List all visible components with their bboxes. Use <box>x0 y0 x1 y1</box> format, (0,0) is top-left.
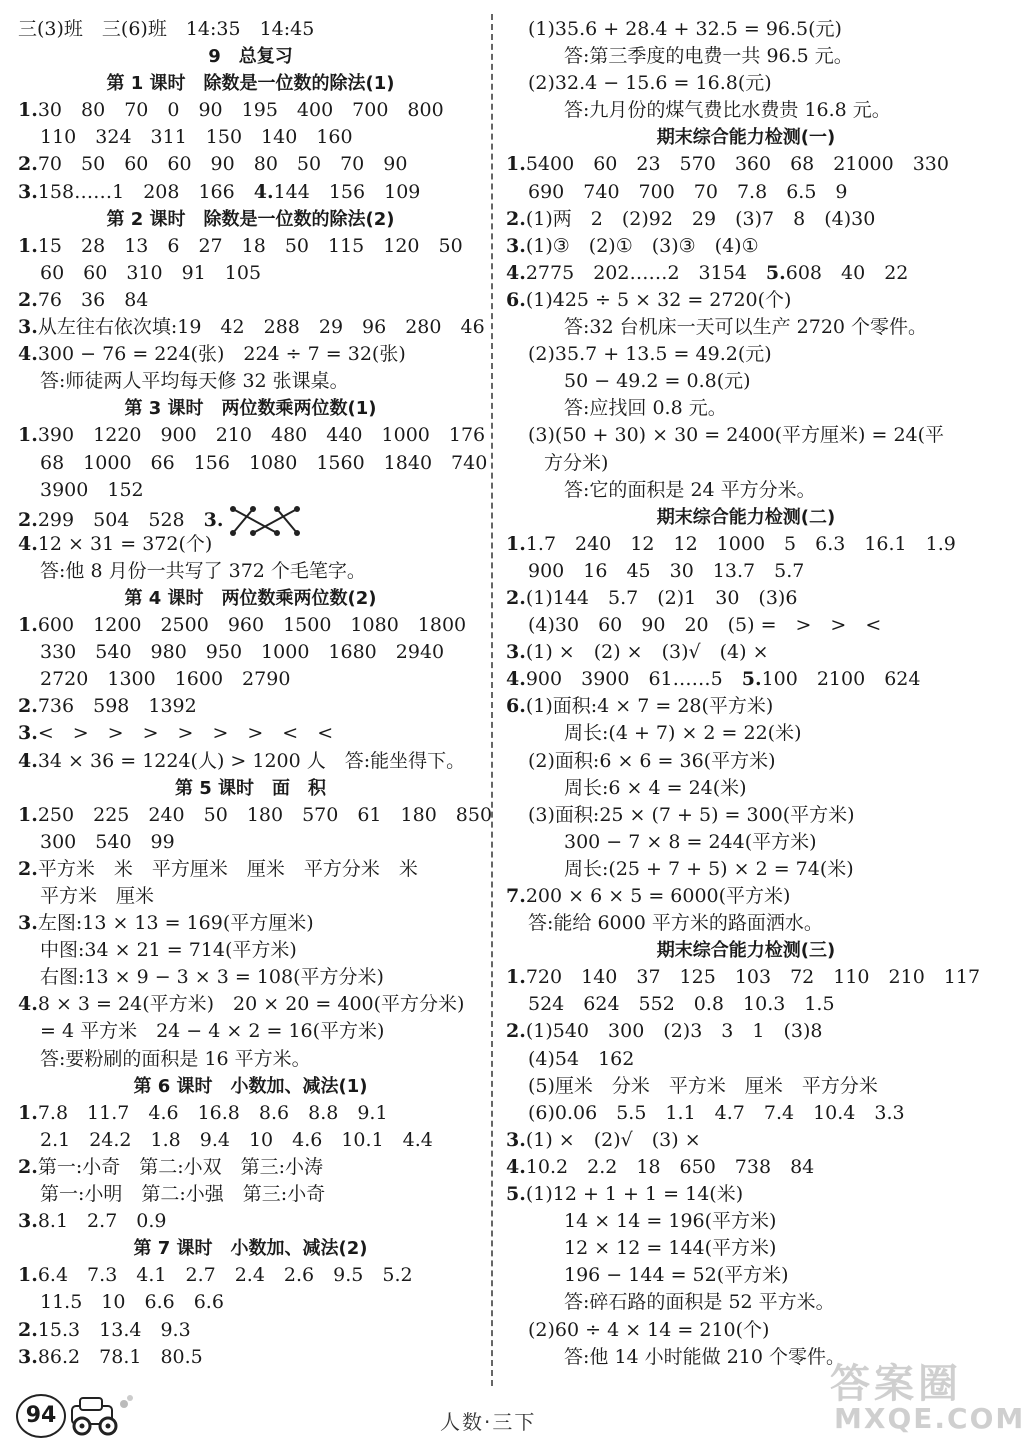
question-number: 6. <box>506 695 526 718</box>
answer-item <box>18 422 486 449</box>
answer-subline: 14 × 14 = 196(平方米) <box>564 1210 777 1233</box>
answer-item <box>506 151 986 178</box>
answer-text: 900 3900 61……5 <box>525 668 742 691</box>
matching-dot <box>230 530 236 536</box>
answer-item <box>506 1154 986 1181</box>
answer-item <box>18 720 483 747</box>
answer-item <box>18 693 483 720</box>
answer-item <box>18 97 483 124</box>
book-subject-label: 人数·三下 <box>440 1410 537 1434</box>
answer-continuation: 第一:小明 第二:小强 第三:小奇 <box>40 1183 326 1206</box>
answer-text-line: 三(3)班 三(6)班 14:35 14:45 <box>18 18 315 40</box>
answer-text: (1)144 5.7 (2)1 30 (3)6 <box>525 586 798 609</box>
question-number: 2. <box>18 508 38 531</box>
question-number: 4. <box>506 668 526 691</box>
answer-subline: 周长:6 × 4 = 24(米) <box>564 776 747 799</box>
answer-text: 390 1220 900 210 480 440 1000 176 <box>37 424 486 447</box>
question-number: 1. <box>18 1264 38 1287</box>
answer-text: 70 50 60 60 90 80 50 70 90 <box>37 153 408 176</box>
answer-continuation: 右图:13 × 9 − 3 × 3 = 108(平方分米) <box>40 966 384 989</box>
answer-subline: (2)35.7 + 13.5 = 49.2(元) <box>528 343 772 366</box>
section-heading: 期末综合能力检测(一) <box>656 127 836 149</box>
answer-subline: 周长:(25 + 7 + 5) × 2 = 74(米) <box>564 857 854 880</box>
matching-dot <box>230 506 236 512</box>
answer-text: 100 2100 624 <box>761 668 921 691</box>
matching-lines-figure <box>227 504 303 538</box>
answer-item <box>18 504 483 531</box>
answer-item <box>18 233 483 260</box>
answer-continuation: 2.1 24.2 1.8 9.4 10 4.6 10.1 4.4 <box>40 1128 433 1151</box>
question-number: 1. <box>18 234 38 257</box>
answer-text: 608 40 22 <box>785 261 909 284</box>
matching-line <box>277 509 297 533</box>
answer-text: 15 28 13 6 27 18 50 115 120 50 <box>37 234 463 257</box>
answer-continuation: 330 540 980 950 1000 1680 2940 <box>40 641 445 664</box>
answer-text: 34 × 36 = 1224(人) > 1200 人 答:能坐得下。 <box>37 749 466 772</box>
answer-text: (1)面积:4 × 7 = 28(平方米) <box>525 695 774 718</box>
answer-item <box>18 1262 483 1289</box>
column-divider <box>491 14 493 1386</box>
answer-text: 2775 202……2 3154 <box>525 261 766 284</box>
answer-text: 250 225 240 50 180 570 61 180 850 <box>37 803 493 826</box>
question-number: 3. <box>506 1128 526 1151</box>
answer-subline: (4)54 162 <box>528 1047 635 1070</box>
answer-text: 6.4 7.3 4.1 2.7 2.4 2.6 9.5 5.2 <box>37 1264 413 1287</box>
question-number: 3. <box>18 912 38 935</box>
matching-line <box>233 509 277 533</box>
answer-text: 86.2 78.1 80.5 <box>37 1345 203 1368</box>
answer-column-left <box>18 16 493 1371</box>
question-number: 1. <box>18 424 38 447</box>
answer-text: 平方米 米 平方厘米 厘米 平方分米 米 <box>37 857 418 880</box>
question-number: 4. <box>18 749 38 772</box>
section-heading: 第 6 课时 小数加、减法(1) <box>133 1075 368 1097</box>
matching-dot <box>274 530 280 536</box>
question-number: 2. <box>506 207 526 230</box>
section-heading: 期末综合能力检测(三) <box>656 940 836 962</box>
answer-subline: (5)厘米 分米 平方米 厘米 平方分米 <box>528 1074 878 1097</box>
question-number: 5. <box>506 1183 526 1206</box>
question-number: 4. <box>506 261 526 284</box>
answer-continuation: = 4 平方米 24 − 4 × 2 = 16(平方米) <box>40 1020 385 1043</box>
answer-text: 300 − 76 = 224(张) 224 ÷ 7 = 32(张) <box>37 343 406 366</box>
answer-continuation: 11.5 10 6.6 6.6 <box>40 1291 224 1314</box>
question-number: 2. <box>18 1318 38 1341</box>
matching-dot <box>294 506 300 512</box>
answer-continuation: 平方米 厘米 <box>40 885 155 907</box>
question-number: 2. <box>18 288 38 311</box>
question-number: 2. <box>506 1020 526 1043</box>
answer-text: (1)540 300 (2)3 3 1 (3)8 <box>525 1020 823 1043</box>
answer-subline: 300 − 7 × 8 = 244(平方米) <box>564 830 817 853</box>
answer-item <box>18 179 483 206</box>
answer-text: 158……1 208 166 <box>37 180 254 203</box>
answer-item <box>506 1018 986 1045</box>
question-number: 1. <box>18 803 38 826</box>
answer-item <box>18 612 483 639</box>
answer-item <box>18 314 483 341</box>
answer-item <box>18 1344 483 1371</box>
answer-subline: (2)32.4 − 15.6 = 16.8(元) <box>528 72 772 95</box>
answer-subline: 答:他 14 小时能做 210 个零件。 <box>564 1345 846 1368</box>
question-number: 5. <box>765 261 786 284</box>
answer-item <box>18 1208 483 1235</box>
section-heading: 第 3 课时 两位数乘两位数(1) <box>124 398 377 420</box>
answer-text: 1.7 240 12 12 1000 5 6.3 16.1 1.9 <box>525 532 956 555</box>
answer-subline: 答:32 台机床一天可以生产 2720 个零件。 <box>564 316 928 339</box>
answer-item <box>506 260 986 287</box>
answer-continuation: 300 540 99 <box>40 830 175 853</box>
answer-item <box>18 151 483 178</box>
answer-text: 第一:小奇 第二:小双 第三:小涛 <box>37 1155 324 1178</box>
answer-text: (1)425 ÷ 5 × 32 = 2720(个) <box>525 288 792 311</box>
answer-item <box>18 1317 483 1344</box>
answer-text: 7.8 11.7 4.6 16.8 8.6 8.8 9.1 <box>37 1101 388 1124</box>
answer-subline: 196 − 144 = 52(平方米) <box>564 1264 789 1287</box>
section-heading: 第 5 课时 面 积 <box>174 777 327 799</box>
section-heading: 第 2 课时 除数是一位数的除法(2) <box>106 208 395 230</box>
answer-continuation: 答:要粉刷的面积是 16 平方米。 <box>40 1047 311 1070</box>
answer-continuation: 3900 152 <box>40 478 144 501</box>
answer-text: 200 × 6 × 5 = 6000(平方米) <box>525 885 791 907</box>
answer-subline: 50 − 49.2 = 0.8(元) <box>564 370 751 393</box>
answer-text: (1) × (2)√ (3) × <box>525 1128 701 1151</box>
question-number: 3. <box>18 722 38 745</box>
answer-item <box>506 585 986 612</box>
page-number: 94 <box>16 1394 66 1438</box>
answer-item <box>506 883 986 910</box>
watermark-logo-text: 答案圈 <box>830 1361 962 1407</box>
answer-subline: 答:第三季度的电费一共 96.5 元。 <box>564 45 853 68</box>
answer-text: 736 598 1392 <box>37 695 197 718</box>
answer-text: (1)12 + 1 + 1 = 14(米) <box>525 1183 744 1206</box>
matching-dot <box>250 506 256 512</box>
answer-subline: (4)30 60 90 20 (5) = > > < <box>528 614 882 637</box>
question-number: 3. <box>18 180 38 203</box>
answer-item <box>18 1154 483 1181</box>
section-heading: 9 总复习 <box>208 46 293 68</box>
answer-item <box>506 666 986 693</box>
section-heading: 第 7 课时 小数加、减法(2) <box>133 1238 368 1260</box>
answer-text: 15.3 13.4 9.3 <box>37 1318 191 1341</box>
answer-text: 600 1200 2500 960 1500 1080 1800 <box>37 614 467 637</box>
answer-subline: 答:师徒两人平均每天修 32 张课桌。 <box>40 370 349 393</box>
answer-continuation: 68 1000 66 156 1080 1560 1840 740 <box>40 451 488 474</box>
question-number: 1. <box>18 614 38 637</box>
question-number: 4. <box>18 343 38 366</box>
answer-continuation: 110 324 311 150 140 160 <box>40 126 353 149</box>
question-number: 2. <box>18 1155 38 1178</box>
answer-text: 12 × 31 = 372(个) <box>37 532 213 555</box>
answer-continuation: 60 60 310 91 105 <box>40 261 262 284</box>
question-number: 3. <box>18 1210 38 1233</box>
answer-item <box>18 856 483 883</box>
answer-item <box>506 1181 986 1208</box>
answer-item <box>506 287 986 314</box>
answer-item <box>18 341 483 368</box>
question-number: 3. <box>18 316 38 339</box>
answer-continuation: 2720 1300 1600 2790 <box>40 668 291 691</box>
answer-text: 144 156 109 <box>273 180 421 203</box>
answer-subline: 答:他 8 月份一共写了 372 个毛笔字。 <box>40 559 366 582</box>
answer-text: 左图:13 × 13 = 169(平方厘米) <box>37 912 314 935</box>
question-number: 3. <box>506 234 526 257</box>
answer-subline: 周长:(4 + 7) × 2 = 22(米) <box>564 722 802 745</box>
answer-item <box>18 802 493 829</box>
answer-subline: (3)(50 + 30) × 30 = 2400(平方厘米) = 24(平 <box>528 424 945 447</box>
question-number: 4. <box>253 180 274 203</box>
matching-line <box>253 509 297 533</box>
answer-subline: (3)面积:25 × (7 + 5) = 300(平方米) <box>528 803 855 826</box>
answer-item <box>18 287 483 314</box>
answer-text: 720 140 37 125 103 72 110 210 117 <box>525 966 981 989</box>
answer-item <box>506 964 986 991</box>
question-number: 3. <box>18 1345 38 1368</box>
answer-subline: 答:它的面积是 24 平方分米。 <box>564 478 816 501</box>
answer-item <box>18 910 483 937</box>
answer-item <box>506 693 986 720</box>
answer-column-right <box>506 16 986 1371</box>
answer-text: < > > > > > > < < <box>37 722 334 745</box>
watermark <box>800 1348 1025 1443</box>
question-number: 6. <box>506 288 526 311</box>
matching-dot <box>274 506 280 512</box>
answer-continuation: 524 624 552 0.8 10.3 1.5 <box>528 993 835 1016</box>
question-number: 2. <box>18 153 38 176</box>
answer-subline: (6)0.06 5.5 1.1 4.7 7.4 10.4 3.3 <box>528 1101 905 1124</box>
question-number: 7. <box>506 885 526 907</box>
question-number: 1. <box>506 153 526 176</box>
answer-subline: 答:碎石路的面积是 52 平方米。 <box>564 1291 835 1314</box>
answer-continuation: 中图:34 × 21 = 714(平方米) <box>40 939 297 962</box>
answer-subline: 方分米) <box>544 451 609 474</box>
matching-line <box>233 509 253 533</box>
section-heading: 期末综合能力检测(二) <box>656 506 836 528</box>
answer-item <box>18 991 483 1018</box>
question-number: 2. <box>506 586 526 609</box>
question-number: 1. <box>18 1101 38 1124</box>
answer-text: (1)两 2 (2)92 29 (3)7 8 (4)30 <box>525 207 876 230</box>
answer-subline: (2)面积:6 × 6 = 36(平方米) <box>528 749 776 772</box>
answer-text: 10.2 2.2 18 650 738 84 <box>525 1155 815 1178</box>
question-number: 3. <box>506 641 526 664</box>
answer-subline: (2)60 ÷ 4 × 14 = 210(个) <box>528 1318 770 1341</box>
answer-text: 30 80 70 0 90 195 400 700 800 <box>37 99 444 122</box>
answer-subline: 12 × 12 = 144(平方米) <box>564 1237 777 1260</box>
answer-subline: 答:九月份的煤气费比水费贵 16.8 元。 <box>564 99 891 122</box>
answer-subline: 答:应找回 0.8 元。 <box>564 397 727 420</box>
tractor-car-icon <box>66 1394 136 1438</box>
question-number: 2. <box>18 695 38 718</box>
answer-continuation: 900 16 45 30 13.7 5.7 <box>528 559 805 582</box>
answer-text: 8.1 2.7 0.9 <box>37 1210 167 1233</box>
question-number: 4. <box>18 993 38 1016</box>
answer-item <box>18 1100 483 1127</box>
answer-item <box>506 206 986 233</box>
answer-text: (1) × (2) × (3)√ (4) × <box>525 641 769 664</box>
answer-item <box>506 233 986 260</box>
answer-text: 5400 60 23 570 360 68 21000 330 <box>525 153 949 176</box>
answer-subline: (1)35.6 + 28.4 + 32.5 = 96.5(元) <box>528 18 842 40</box>
section-heading: 第 1 课时 除数是一位数的除法(1) <box>106 73 395 95</box>
question-number: 1. <box>506 966 526 989</box>
answer-continuation: 690 740 700 70 7.8 6.5 9 <box>528 180 848 203</box>
matching-dot <box>294 530 300 536</box>
question-number: 1. <box>506 532 526 555</box>
answer-text: (1)③ (2)① (3)③ (4)① <box>525 234 759 257</box>
answer-text: 76 36 84 <box>37 288 149 311</box>
question-number: 4. <box>506 1155 526 1178</box>
answer-text: 从左往右依次填:19 42 288 29 96 280 46 <box>37 316 485 339</box>
answer-item <box>506 1127 986 1154</box>
section-heading: 第 4 课时 两位数乘两位数(2) <box>124 587 377 609</box>
question-number: 1. <box>18 99 38 122</box>
answer-text: 299 504 528 <box>37 508 204 531</box>
answer-item <box>506 639 986 666</box>
question-number: 2. <box>18 857 38 880</box>
answer-item <box>18 748 483 775</box>
question-number: 5. <box>741 668 762 691</box>
watermark-url: MXQE.COM <box>834 1402 1025 1435</box>
answer-text: 8 × 3 = 24(平方米) 20 × 20 = 400(平方分米) <box>37 993 465 1016</box>
matching-dot <box>250 530 256 536</box>
question-number: 3. <box>203 508 224 531</box>
answer-subline: 答:能给 6000 平方米的路面洒水。 <box>528 912 823 935</box>
answer-item <box>506 531 986 558</box>
question-number: 4. <box>18 532 38 555</box>
